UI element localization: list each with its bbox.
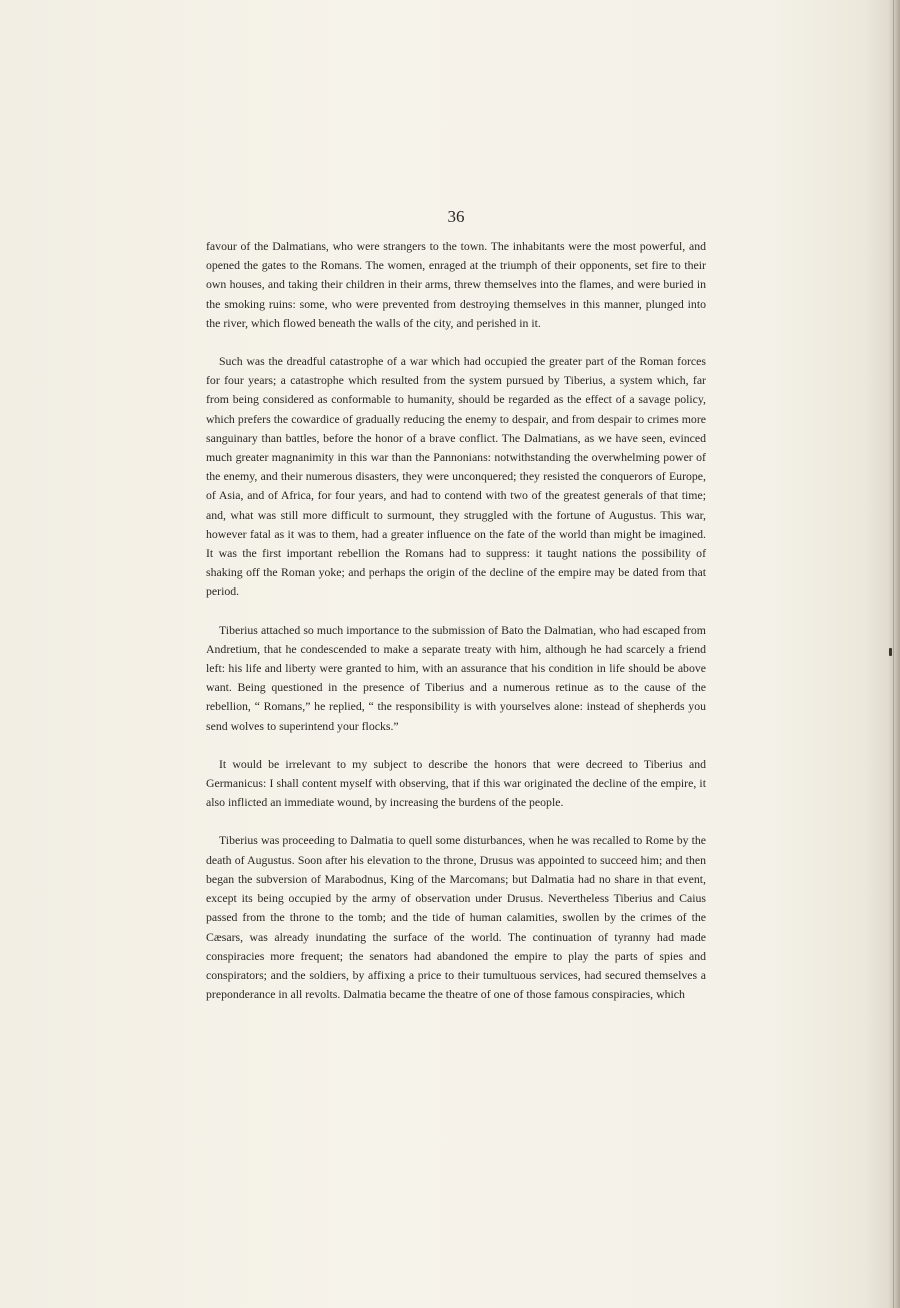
- page-number: 36: [447, 207, 465, 226]
- paragraph-continuation: favour of the Dalmatians, who were strangers to the town. The inhabitants were the most powerful, and opened the gates to the Romans. The women, enraged at the triumph of their opponents, set fire to their own houses, and taking their children in their arms, threw themselves into the flames, and were buried in the smoking ruins: some, who were prevented from destroying themselves in this manner, plunged into the river, which flowed beneath the walls of the city, and perished in it.: [206, 239, 706, 330]
- paragraph-catastrophe: Such was the dreadful catastrophe of a war which had occupied the greater part of the Roman forces for four years; a catastrophe which resulted from the system pursued by Tiberius, a system which, far from being considered as conformable to humanity, should be regarded as the effect of a savage policy, which prefers the cowardice of gradually reducing the enemy to despair, and from despair to crimes more sanguinary than battles, before the honor of a brave conflict. The Dalmatians, as we have seen, evinced much greater magnanimity in this war than the Pannonians: notwithstanding the overwhelming power of the enemy, and their numerous disasters, they were unconquered; they resisted the conquerors of Europe, of Asia, and of Africa, for four years, and had to contend with two of the greatest generals of that time; and, what was still more difficult to surmount, they struggled with the fortune of Augustus. This war, however fatal as it was to them, had a greater influence on the fate of the world than might be imagined. It was the first important rebellion the Romans had to suppress: it taught nations the possibility of shaking off the Roman yoke; and perhaps the origin of the decline of the empire may be dated from that period.: [206, 354, 706, 599]
- paragraph-bato: Tiberius attached so much importance to the submission of Bato the Dalmatian, who had escaped from Andretium, that he condescended to make a separate treaty with him, although he had scarcely a friend left: his life and liberty were granted to him, with an assurance that his condition in life should be above want. Being questioned in the presence of Tiberius and a numerous retinue as to the cause of the rebellion, “ Romans,” he replied, “ the responsibility is with yourselves alone: instead of shepherds you send wolves to superintend your flocks.”: [206, 622, 706, 733]
- paragraph-tiberius: Tiberius was proceeding to Dalmatia to quell some disturbances, when he was recalled to Rome by the death of Augustus. Soon after his elevation to the throne, Drusus was appointed to succeed him; and then began the subversion of Marabodnus, King of the Marcomans; but Dalmatia had no share in that event, except its being occupied by the army of observation under Drusus. Nevertheless Tiberius and Caius passed from the throne to the tomb; and the tide of human calamities, swollen by the crimes of the Cæsars, was already inundating the surface of the world. The continuation of tyranny had made conspiracies more frequent; the senators had abandoned the empire to play the parts of spies and conspirators; and the soldiers, by affixing a price to their tumultuous services, had secured themselves a preponderance in all revolts. Dalmatia became the theatre of one of those famous conspiracies, which: [206, 833, 706, 1002]
- paragraph-honors: It would be irrelevant to my subject to describe the honors that were decreed to Tiberius and Germanicus: I shall content myself with observing, that if this war originated the decline of the empire, it also inflicted an immediate wound, by increasing the burdens of the people.: [206, 756, 706, 810]
- body-text: [206, 237, 706, 1023]
- edge-mark: [889, 648, 892, 656]
